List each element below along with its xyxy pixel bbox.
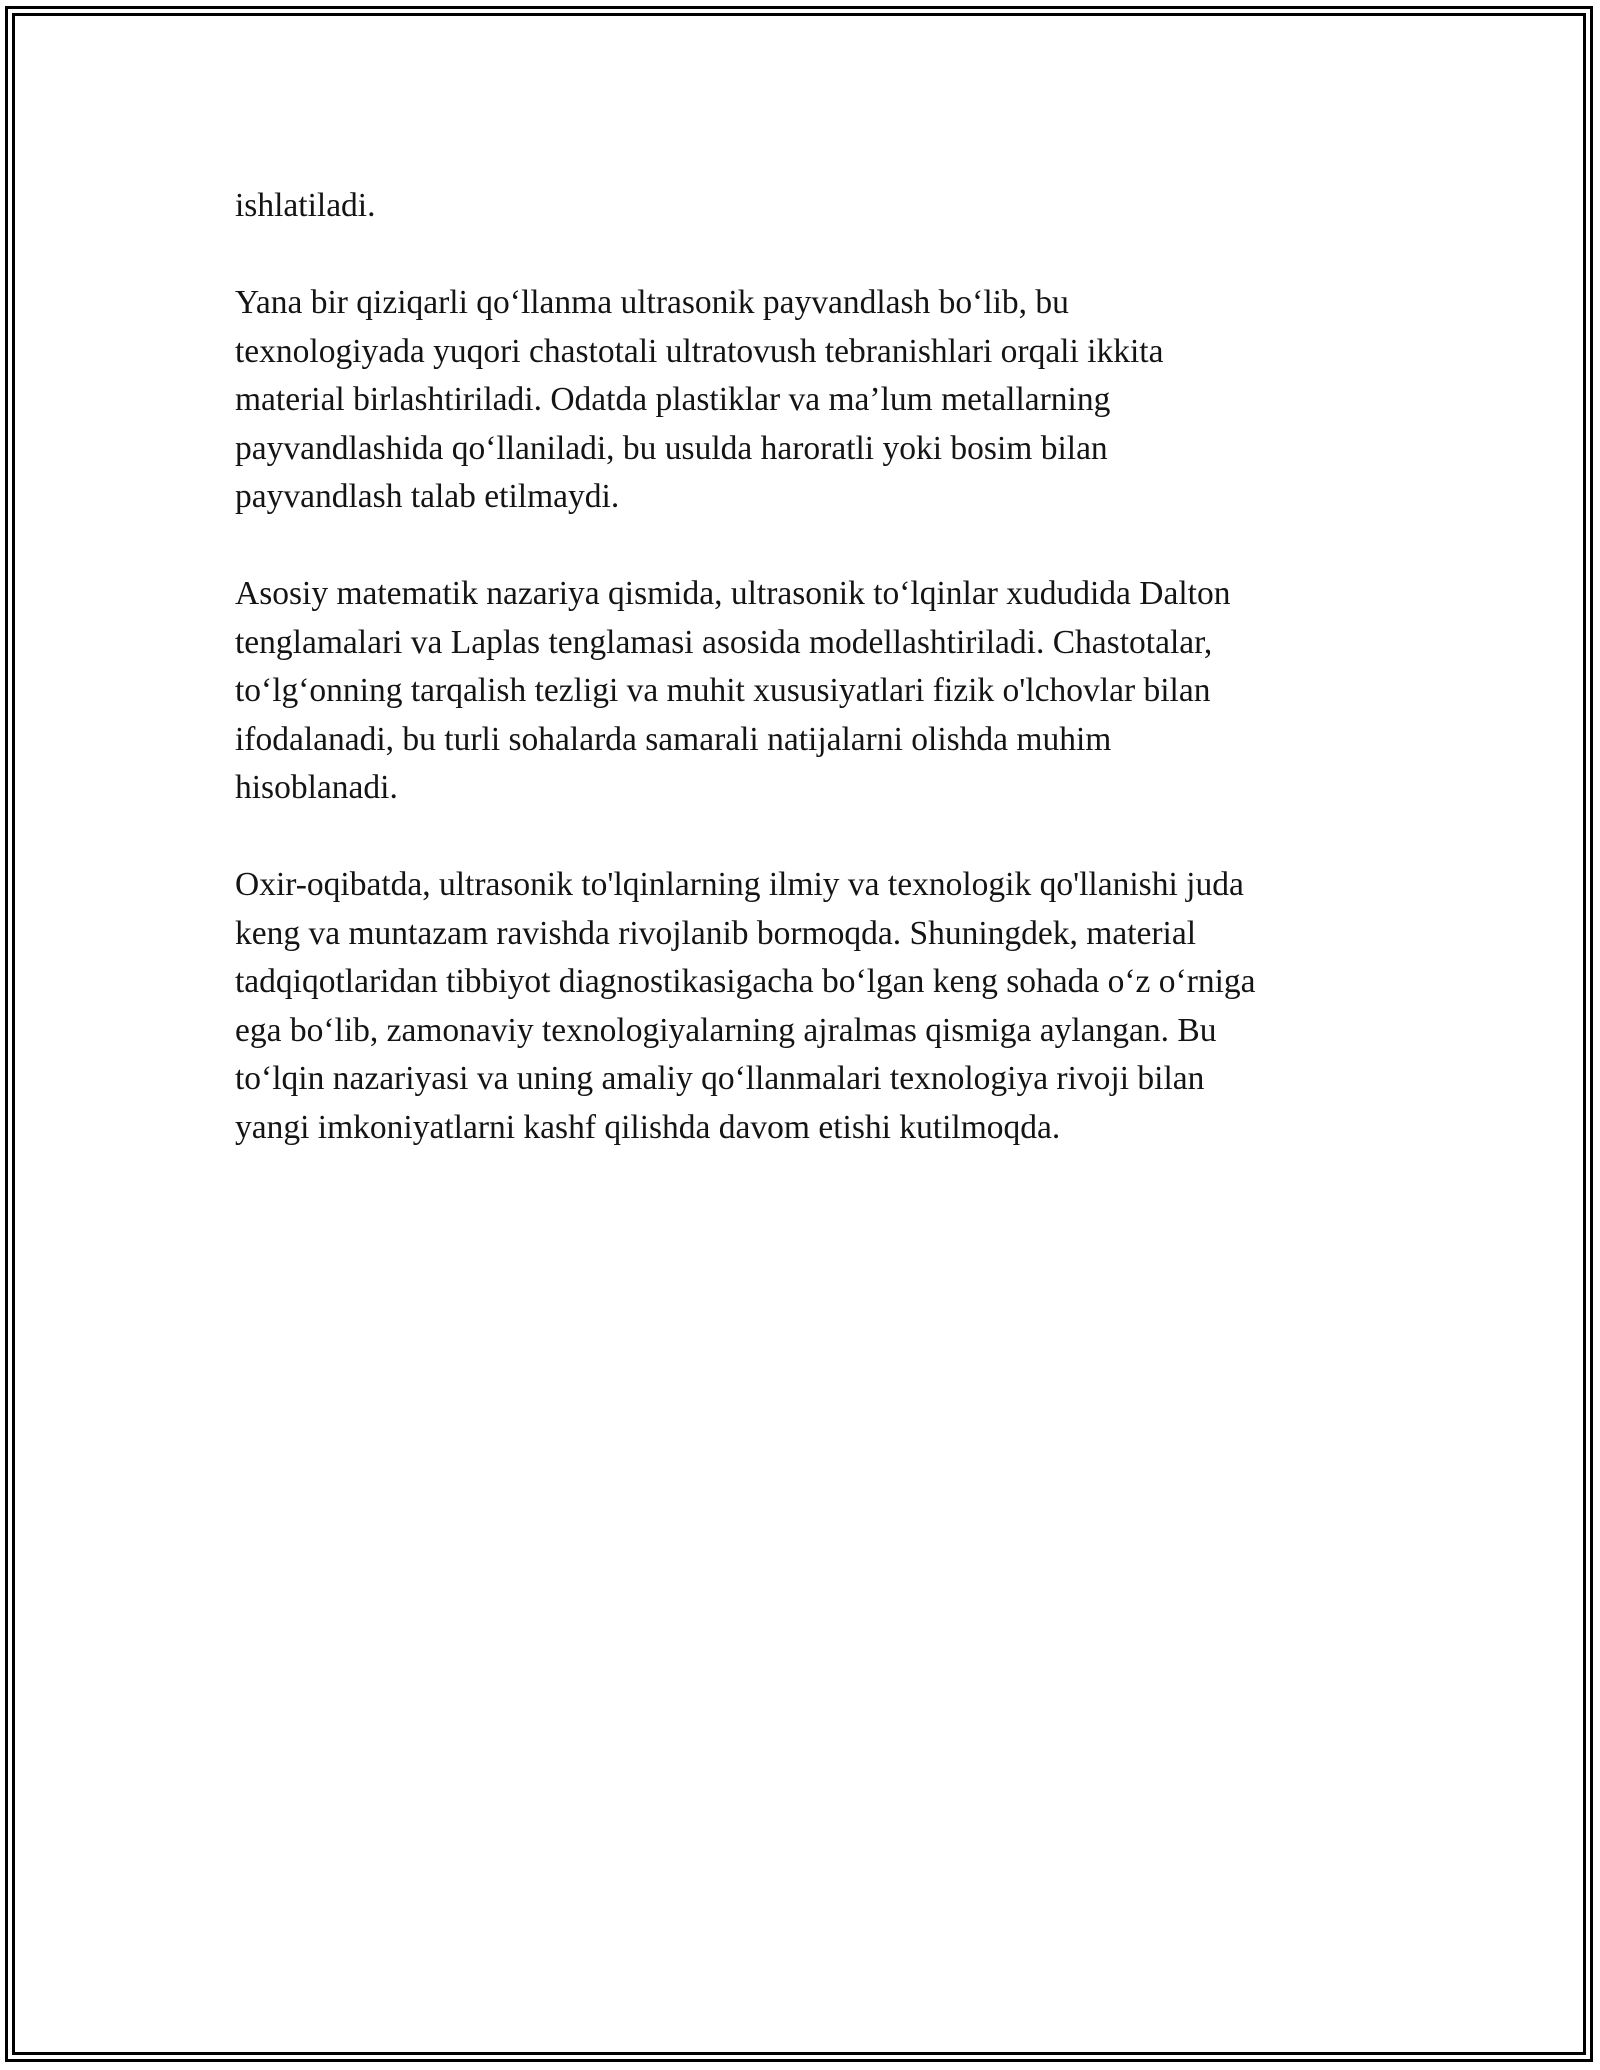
text-line: to‘lqin nazariyasi va uning amaliy qo‘llanmalari texnologiya rivoji bilan — [235, 1060, 1205, 1097]
paragraph-3 — [235, 570, 1375, 813]
paragraph-2 — [235, 279, 1375, 522]
paragraph-4 — [235, 861, 1375, 1152]
text-line: tenglamalari va Laplas tenglamasi asosida modellashtiriladi. Chastotalar, — [235, 623, 1213, 661]
text-line: Yana bir qiziqarli qo‘llanma ultrasonik payvandlash bo‘lib, bu — [235, 284, 1069, 321]
text-line: material birlashtiriladi. Odatda plastiklar va ma’lum metallarning — [235, 381, 1111, 418]
text-line: Asosiy matematik nazariya qismida, ultrasonik to‘lqinlar xududida Dalton — [235, 575, 1231, 612]
text-line: to‘lg‘onning tarqalish tezligi va muhit xususiyatlari fizik o'lchovlar bilan — [235, 672, 1211, 709]
text-line: payvandlash talab etilmaydi. — [235, 478, 620, 515]
text-line: ifodalanadi, bu turli sohalarda samarali natijalarni olishda muhim — [235, 720, 1112, 758]
text-line: texnologiyada yuqori chastotali ultratovush tebranishlari orqali ikkita — [235, 332, 1164, 370]
text-line: payvandlashida qo‘llaniladi, bu usulda haroratli yoki bosim bilan — [235, 429, 1108, 467]
text-line: keng va muntazam ravishda rivojlanib bormoqda. Shuningdek, material — [235, 914, 1197, 952]
document-body — [235, 182, 1375, 1201]
text-line: ishlatiladi. — [235, 187, 376, 224]
text-line: ega bo‘lib, zamonaviy texnologiyalarning ajralmas qismiga aylangan. Bu — [235, 1011, 1217, 1049]
text-line: Oxir-oqibatda, ultrasonik to'lqinlarning ilmiy va texnologik qo'llanishi juda — [235, 866, 1244, 903]
paragraph-1 — [235, 182, 1375, 231]
text-line: tadqiqotlaridan tibbiyot diagnostikasigacha bo‘lgan keng sohada o‘z o‘rniga — [235, 963, 1256, 1000]
text-line: yangi imkoniyatlarni kashf qilishda davom etishi kutilmoqda. — [235, 1108, 1061, 1146]
text-line: hisoblanadi. — [235, 769, 398, 806]
